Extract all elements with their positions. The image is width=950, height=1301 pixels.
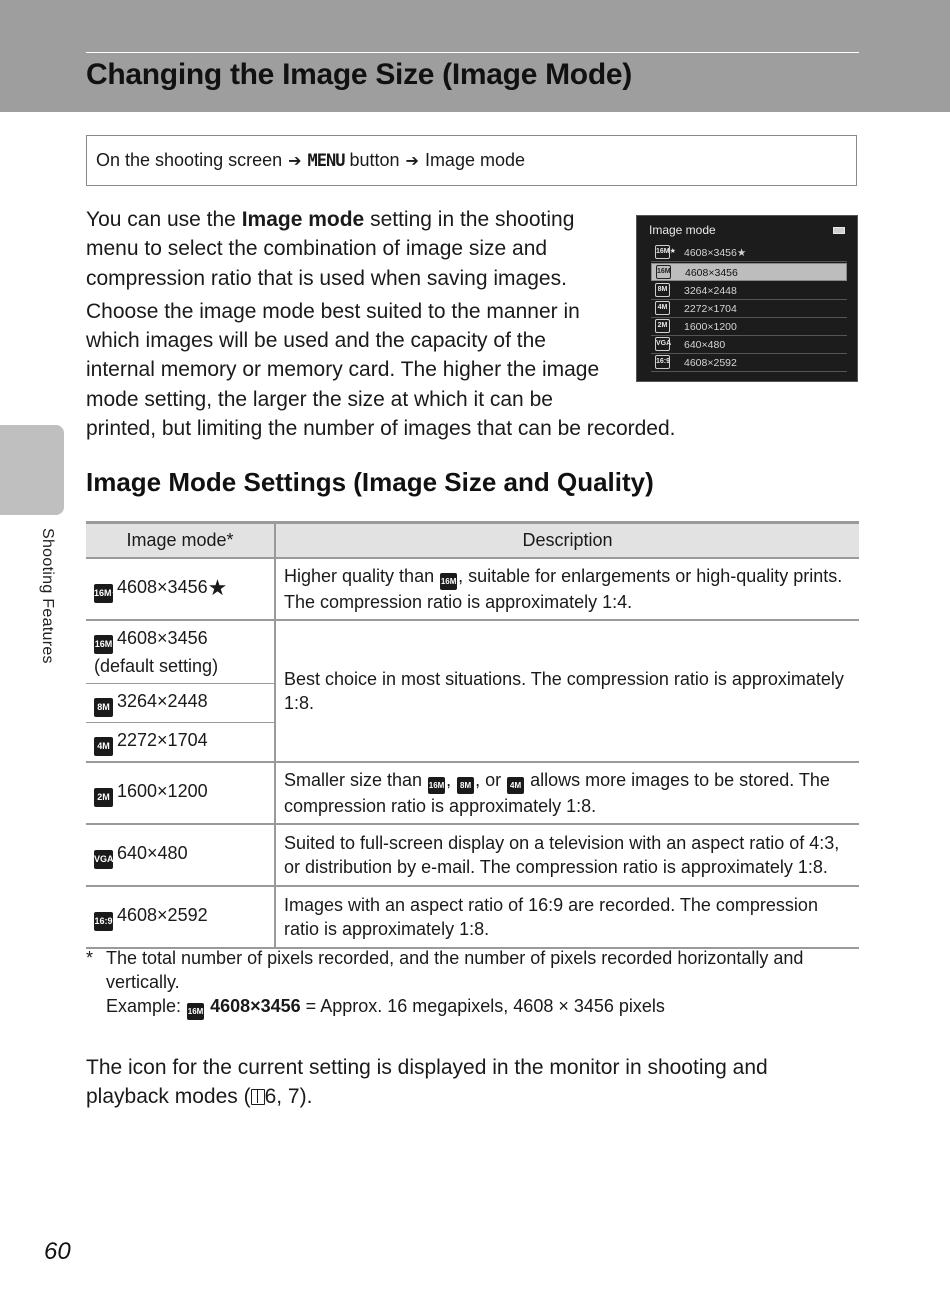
camera-menu-item-label: 4608×3456 bbox=[685, 267, 738, 279]
camera-menu-item-label: 640×480 bbox=[684, 339, 726, 351]
arrow-right-icon: ➔ bbox=[288, 152, 302, 170]
description-text: , or bbox=[475, 770, 507, 790]
image-mode-size: 3264×2448 bbox=[117, 691, 208, 711]
camera-menu-item bbox=[651, 354, 847, 372]
intro-paragraph-2: Choose the image mode best suited to the manner in which images will be used and the capacity of the internal memory or memory card. The higher the image mode setting, the larger the size at which it can be printed, but limiting the number of images that can be recorded. bbox=[86, 299, 676, 441]
image-mode-size: 640×480 bbox=[117, 843, 188, 863]
intro-p1-bold: Image mode bbox=[241, 208, 365, 231]
image-mode-16m-icon: 16M bbox=[187, 1003, 204, 1020]
description-text: , bbox=[446, 770, 457, 790]
camera-menu-item-label: 4608×2592 bbox=[684, 357, 737, 369]
chapter-label: Shooting Features bbox=[39, 528, 56, 664]
image-mode-16m-icon: 16M bbox=[440, 573, 457, 590]
image-mode-4m-icon: 4M bbox=[655, 301, 670, 315]
table-row bbox=[86, 620, 859, 684]
closing-text: The icon for the current setting is displayed in the monitor in shooting and playback modes ( bbox=[86, 1056, 768, 1109]
page-title: Changing the Image Size (Image Mode) bbox=[86, 58, 632, 91]
description-text: Smaller size than bbox=[284, 770, 428, 790]
page-reference: 6, 7 bbox=[264, 1085, 300, 1109]
image-mode-4m-icon: 4M bbox=[507, 777, 524, 794]
footnote-mark: * bbox=[86, 948, 94, 968]
star-icon: ★ bbox=[207, 575, 228, 600]
table-header-row bbox=[86, 523, 859, 559]
table-row bbox=[86, 558, 859, 620]
table-row bbox=[86, 886, 859, 948]
camera-menu-item-label: 4608×3456★ bbox=[684, 247, 747, 259]
image-mode-4m-icon: 4M bbox=[94, 737, 113, 756]
closing-paragraph bbox=[86, 1053, 826, 1112]
image-mode-cell bbox=[86, 620, 275, 684]
image-mode-8m-icon: 8M bbox=[94, 698, 113, 717]
description-cell: Suited to full-screen display on a television with an aspect ratio of 4:3, or distribution by e-mail. The compression ratio is approximately 1:8. bbox=[275, 824, 859, 886]
description-text: Higher quality than bbox=[284, 566, 440, 586]
footnote-example-bold: 4608×3456 bbox=[210, 996, 301, 1016]
menu-path-end: Image mode bbox=[424, 150, 525, 170]
image-mode-8m-icon: 8M bbox=[655, 283, 670, 297]
battery-icon bbox=[833, 227, 845, 234]
description-cell bbox=[275, 558, 859, 620]
table-row bbox=[86, 824, 859, 886]
intro-p1-post: setting in the shooting menu to select the combination of image size and compression ratio that is used when saving images. bbox=[86, 208, 575, 290]
image-mode-table bbox=[86, 521, 859, 949]
column-header-image-mode: Image mode* bbox=[86, 523, 275, 559]
header-rule bbox=[86, 52, 859, 53]
footnote-text: The total number of pixels recorded, and the number of pixels recorded horizontally and vertically. bbox=[106, 948, 804, 992]
description-cell: Images with an aspect ratio of 16:9 are recorded. The compression ratio is approximately 1:8. bbox=[275, 886, 859, 948]
image-mode-size: 2272×1704 bbox=[117, 730, 208, 750]
footnote-body bbox=[106, 946, 859, 1020]
camera-menu-item bbox=[651, 244, 847, 262]
image-mode-size: 4608×3456 bbox=[117, 628, 208, 648]
camera-menu-item-label: 3264×2448 bbox=[684, 285, 737, 297]
menu-path-button-label: button bbox=[349, 150, 400, 170]
image-mode-size: 4608×3456 bbox=[117, 577, 208, 597]
camera-menu-screenshot bbox=[636, 215, 858, 382]
image-mode-cell bbox=[86, 723, 275, 763]
image-mode-vga-icon: VGA bbox=[655, 337, 670, 351]
description-cell bbox=[275, 762, 859, 824]
image-mode-2m-icon: 2M bbox=[94, 788, 113, 807]
footnote bbox=[86, 946, 859, 1020]
camera-menu-item-label: 2272×1704 bbox=[684, 303, 737, 315]
image-mode-2m-icon: 2M bbox=[655, 319, 670, 333]
section-heading: Image Mode Settings (Image Size and Quality) bbox=[86, 467, 654, 497]
camera-menu-item-selected bbox=[651, 263, 847, 281]
image-mode-size: 1600×1200 bbox=[117, 781, 208, 801]
description-text: , suitable for enlargements or high-quality prints. The compression ratio is approximately 1:4. bbox=[284, 566, 843, 612]
camera-menu-item bbox=[651, 300, 847, 318]
page-number: 60 bbox=[44, 1238, 71, 1265]
image-mode-cell bbox=[86, 886, 275, 948]
image-mode-16m-star-icon: 16M★ bbox=[655, 245, 670, 259]
closing-text-end: ). bbox=[299, 1085, 313, 1109]
camera-menu-title: Image mode bbox=[649, 223, 716, 237]
image-mode-169-icon: 16:9 bbox=[655, 355, 670, 369]
menu-path-start: On the shooting screen bbox=[96, 150, 283, 170]
camera-menu-item bbox=[651, 336, 847, 354]
image-mode-cell bbox=[86, 558, 275, 620]
camera-menu-item bbox=[651, 282, 847, 300]
header-band bbox=[0, 0, 950, 112]
description-text: allows more images to be stored. The compression ratio is approximately 1:8. bbox=[284, 770, 830, 816]
image-mode-vga-icon: VGA bbox=[94, 850, 113, 869]
arrow-right-icon: ➔ bbox=[405, 152, 419, 170]
image-mode-16m-icon: 16M bbox=[94, 635, 113, 654]
column-header-description: Description bbox=[275, 523, 859, 559]
image-mode-cell bbox=[86, 762, 275, 824]
table-row bbox=[86, 762, 859, 824]
image-mode-16m-star-icon: 16M★ bbox=[94, 584, 113, 603]
menu-path-box bbox=[86, 135, 857, 186]
image-mode-cell bbox=[86, 824, 275, 886]
menu-button-icon: MENU bbox=[307, 150, 345, 171]
description-cell: Best choice in most situations. The compression ratio is approximately 1:8. bbox=[275, 620, 859, 762]
camera-menu-item bbox=[651, 318, 847, 336]
camera-menu-item-label: 1600×1200 bbox=[684, 321, 737, 333]
image-mode-169-icon: 16:9 bbox=[94, 912, 113, 931]
image-mode-16m-icon: 16M bbox=[428, 777, 445, 794]
image-mode-size: 4608×2592 bbox=[117, 905, 208, 925]
footnote-example-label: Example: bbox=[106, 996, 187, 1016]
image-mode-8m-icon: 8M bbox=[457, 777, 474, 794]
chapter-tab bbox=[0, 425, 64, 515]
intro-p1-pre: You can use the bbox=[86, 208, 242, 231]
image-mode-16m-icon: 16M bbox=[656, 265, 671, 279]
image-mode-cell bbox=[86, 684, 275, 723]
footnote-example-rest: = Approx. 16 megapixels, 4608 × 3456 pixels bbox=[300, 996, 665, 1016]
page-reference-icon bbox=[251, 1089, 265, 1105]
default-setting-note: (default setting) bbox=[94, 656, 219, 676]
